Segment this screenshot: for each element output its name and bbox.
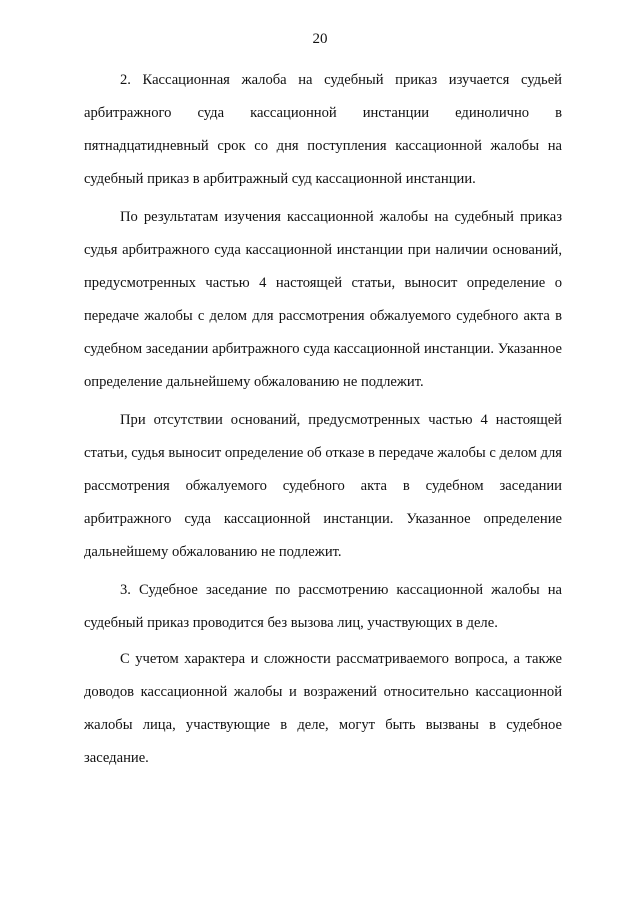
paragraph-5: С учетом характера и сложности рассматриваемого вопроса, а также доводов кассационной жалобы и возражений относительно кассационной жалобы лица, участвующие в деле, могут быть вызваны в судебное заседание. bbox=[84, 651, 562, 766]
document-body bbox=[84, 64, 562, 775]
paragraph-3: При отсутствии оснований, предусмотренных частью 4 настоящей статьи, судья выносит определение об отказе в передаче жалобы с делом для рассмотрения обжалуемого судебного акта в судебном заседании арбитражного суда кассационной инстанции. Указанное определение дальнейшему обжалованию не подлежит. bbox=[84, 412, 563, 560]
paragraph-2: По результатам изучения кассационной жалобы на судебный приказ судья арбитражного суда кассационной инстанции при наличии оснований, предусмотренных частью 4 настоящей статьи, выносит определение о передаче жалобы с делом для рассмотрения обжалуемого судебного акта в судебном заседании арбитражного суда кассационной инстанции. Указанное определение дальнейшему обжалованию не подлежит. bbox=[84, 209, 562, 390]
page-number: 20 bbox=[312, 31, 328, 47]
paragraph-4: 3. Судебное заседание по рассмотрению кассационной жалобы на судебный приказ проводится без вызова лиц, участвующих в деле. bbox=[84, 582, 562, 631]
paragraph-1: 2. Кассационная жалоба на судебный приказ изучается судьей арбитражного суда кассационной инстанции единолично в пятнадцатидневный срок со дня поступления кассационной жалобы на судебный приказ в арбитражный суд кассационной инстанции. bbox=[84, 72, 562, 187]
